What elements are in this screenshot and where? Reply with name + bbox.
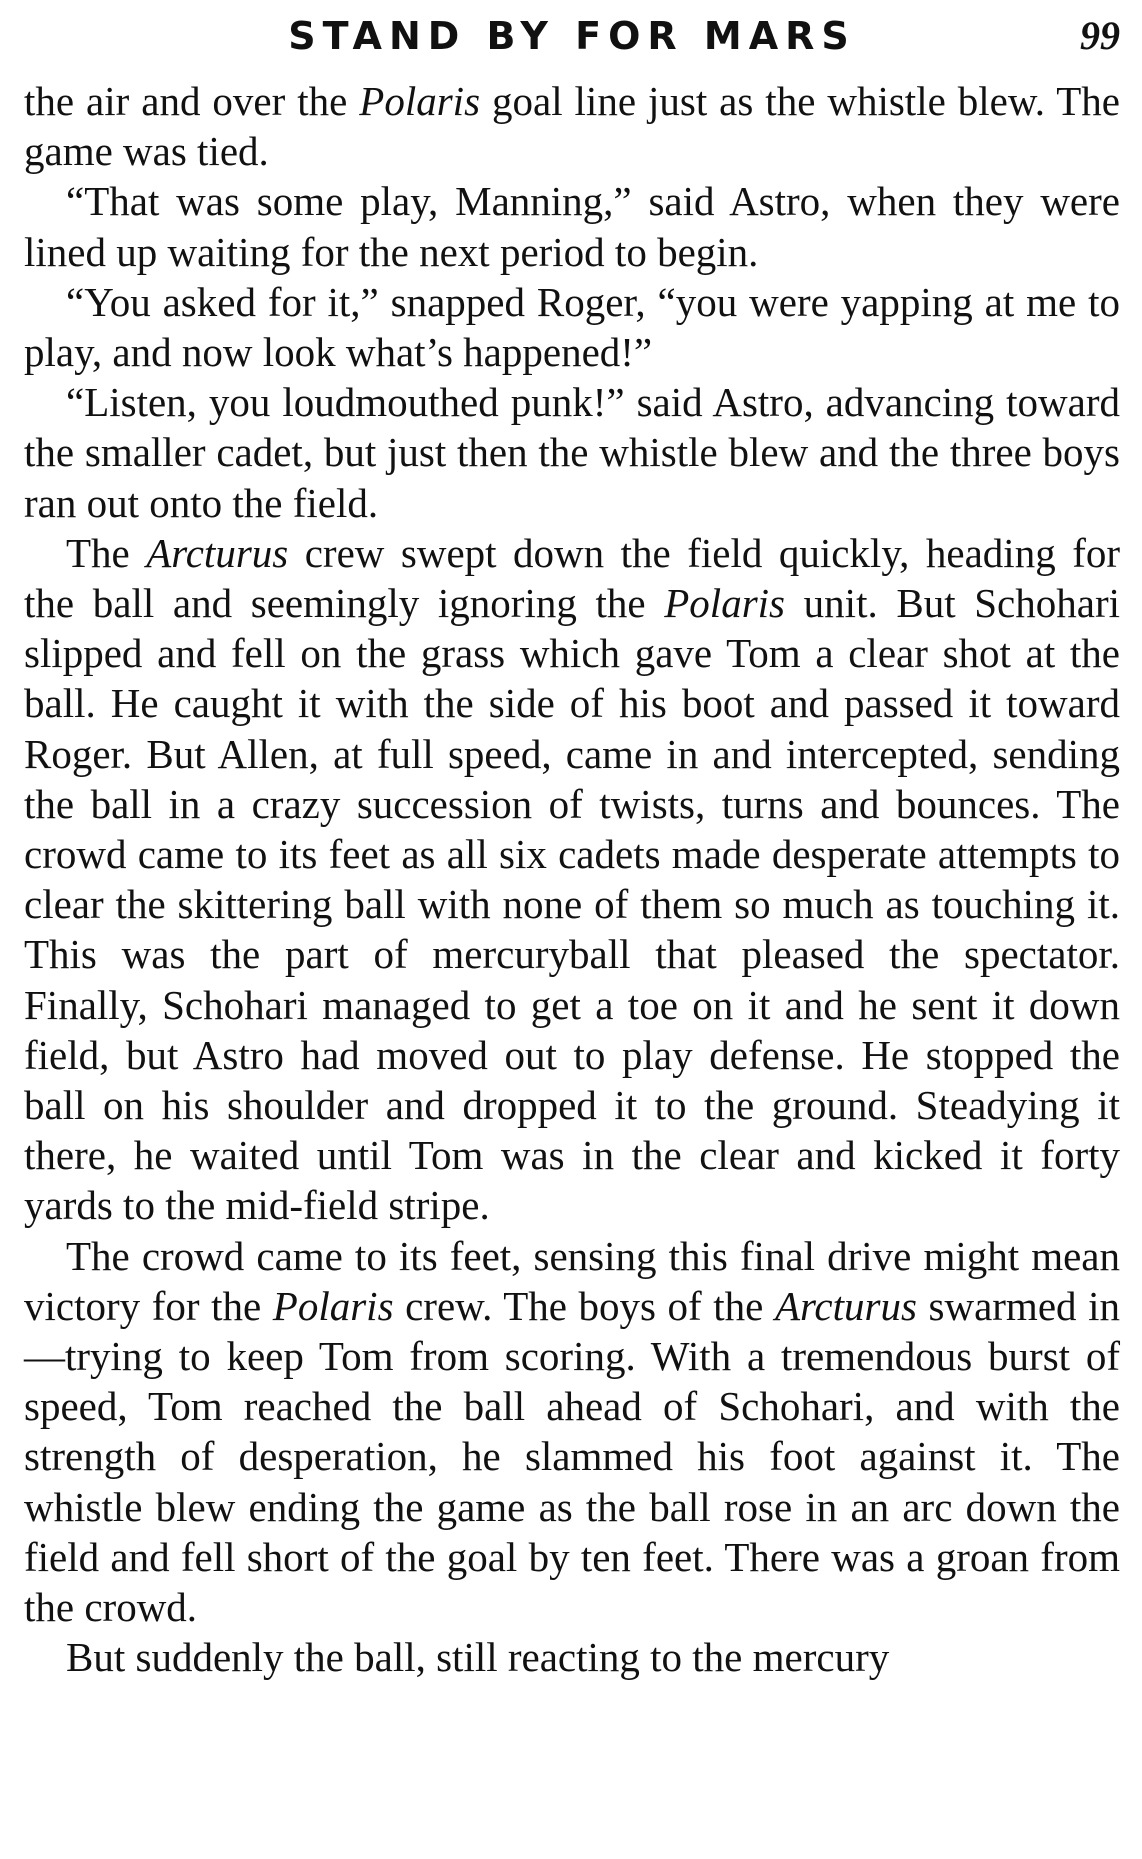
- text-run: swarmed in—trying to keep Tom from scoring. With a tremendous burst of speed, Tom reached the ball ahead of Schohari, and with the strength of desperation, he slammed his foot against it. The whistle blew ending the game as the ball rose in an arc down the field and fell short of the goal by ten feet. There was a groan from the crowd.: [24, 1282, 1120, 1631]
- paragraph: [24, 528, 1120, 1231]
- running-title: STAND BY FOR MARS: [288, 14, 856, 58]
- text-run: “That was some play, Manning,” said Astro, when they were lined up waiting for the next period to begin.: [24, 178, 1120, 275]
- italic-text: Arcturus: [146, 529, 289, 576]
- text-run: crew swept down the field quickly, heading for the ball and seemingly ignoring the: [24, 529, 1120, 627]
- paragraph: [24, 1231, 1120, 1633]
- book-page: [24, 0, 1120, 1859]
- paragraph: [24, 1632, 1120, 1682]
- text-run: “You asked for it,” snapped Roger, “you were yapping at me to play, and now look what’s happened!”: [24, 278, 1120, 376]
- paragraph: [24, 176, 1120, 276]
- italic-text: Arcturus: [774, 1282, 917, 1329]
- italic-text: Polaris: [664, 580, 786, 627]
- paragraph: [24, 76, 1120, 176]
- text-run: “Listen, you loudmouthed punk!” said Astro, advancing toward the smaller cadet, but just then the whistle blew and the three boys ran out onto the field.: [24, 379, 1120, 526]
- italic-text: Polaris: [272, 1282, 394, 1329]
- text-run: the air and over the: [24, 78, 360, 124]
- text-run: But suddenly the ball, still reacting to the mercury: [66, 1634, 890, 1681]
- body-text: [24, 76, 1120, 1683]
- text-run: The: [66, 529, 147, 576]
- paragraph: [24, 277, 1120, 377]
- italic-text: Polaris: [359, 78, 481, 124]
- running-head: [24, 0, 1120, 76]
- text-run: unit. But Schohari slipped and fell on the grass which gave Tom a clear shot at the ball. He caught it with the side of his boot and passed it toward Roger. But Allen, at full speed, came in and intercepted, sending the ball in a crazy succession of twists, turns and bounces. The crowd came to its feet as all six cadets made desperate attempts to clear the skittering ball with none of them so much as touching it. This was the part of mercuryball that pleased the spectator. Finally, Schohari managed to get a toe on it and he sent it down field, but Astro had moved out to play defense. He stopped the ball on his shoulder and dropped it to the ground. Steadying it there, he waited until Tom was in the clear and kicked it forty yards to the mid-field stripe.: [24, 580, 1120, 1229]
- paragraph: [24, 377, 1120, 528]
- page-number: 99: [1080, 13, 1120, 58]
- text-run: goal line just as the whistle blew. The game was tied.: [24, 78, 1120, 175]
- text-run: The crowd came to its feet, sensing this final drive might mean victory for the: [24, 1232, 1120, 1329]
- text-run: crew. The boys of the: [393, 1282, 775, 1329]
